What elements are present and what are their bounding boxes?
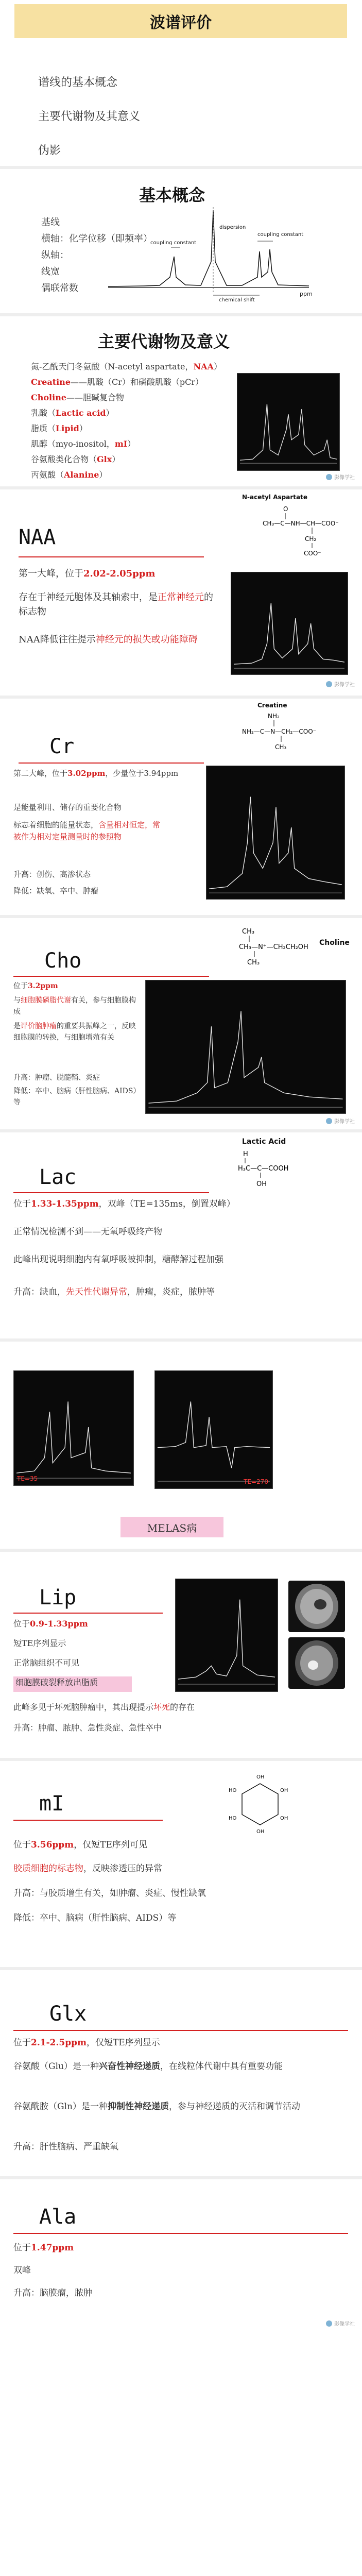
lac-text-4: 升高：缺血，先天性代谢异常，肿瘤，炎症，脓肿等	[13, 1287, 215, 1297]
ala-text-1: 位于1.47ppm	[13, 2243, 74, 2253]
caption-text: MELAS病	[147, 1521, 197, 1534]
chem-structure-title: Creatine	[257, 702, 287, 709]
slide-title: Cr	[49, 735, 75, 758]
svg-text:CH₃—C—NH—CH—COO⁻: CH₃—C—NH—CH—COO⁻	[263, 520, 339, 527]
logo-icon	[326, 2320, 332, 2327]
cr-text-4: 升高：创伤、高渗状态	[13, 870, 91, 879]
axis-unit: ppm	[300, 291, 313, 297]
svg-text:HO: HO	[229, 1816, 237, 1821]
slide-title: 波谱评价	[150, 14, 212, 32]
slide-title: Ala	[39, 2205, 77, 2229]
concept-line-5: 偶联常数	[41, 283, 78, 294]
chem-structure-title: N-acetyl Aspartate	[242, 494, 307, 501]
chem-structure-title: Choline	[319, 939, 350, 947]
watermark: 影像学社	[326, 1117, 355, 1125]
svg-text:OH: OH	[280, 1816, 288, 1821]
spectrum-label: TE=35	[17, 1475, 38, 1482]
concept-line-4: 线宽	[41, 266, 60, 277]
logo-icon	[326, 681, 332, 687]
spectrum-label: TE=270	[244, 1478, 268, 1485]
lip-text-1: 位于0.9-1.33ppm	[13, 1619, 88, 1629]
ala-text-3: 升高：脑膜瘤，脓肿	[13, 2288, 92, 2298]
concept-line-2: 横轴：化学位移（即频率）	[41, 233, 152, 244]
spectrum-image	[231, 572, 348, 675]
svg-text:CH₃: CH₃	[247, 959, 260, 967]
slide-basic-concepts	[0, 169, 362, 313]
svg-text:NH₂: NH₂	[268, 713, 280, 720]
svg-text:CH₃: CH₃	[275, 743, 287, 751]
spectrum-image	[206, 766, 345, 900]
spectrum-image	[175, 1579, 278, 1692]
svg-text:COO⁻: COO⁻	[304, 550, 321, 557]
diagram-label: coupling constant	[150, 240, 197, 246]
slide-mi	[0, 1761, 362, 1967]
watermark: 影像学社	[326, 473, 355, 481]
concept-line-3: 纵轴：	[41, 250, 69, 261]
svg-text:OH: OH	[256, 1774, 265, 1780]
mi-text-2: 胶质细胞的标志物，反映渗透压的异常	[13, 1863, 162, 1874]
watermark: 影像学社	[326, 680, 355, 688]
cho-text-3: 是评价脑肿瘤的重要共振峰之一，反映细胞膜的转换，与细胞增殖有关	[13, 1022, 136, 1042]
slide-lip	[0, 1552, 362, 1758]
mi-text-4: 降低：卒中、脑病（肝性脑病、AIDS）等	[13, 1913, 177, 1923]
slide-title: 主要代谢物及意义	[98, 332, 230, 351]
lip-text-6: 升高：肿瘤、脓肿、急性炎症、急性卒中	[13, 1723, 162, 1733]
lac-text-1: 位于1.33-1.35ppm，双峰（TE=135ms，倒置双峰）	[13, 1199, 235, 1209]
title-underline	[13, 1613, 163, 1614]
lac-text-3: 此峰出现说明细胞内有氧呼吸被抑制，糖酵解过程加强	[13, 1255, 223, 1265]
slide-title: 基本概念	[139, 185, 205, 205]
svg-text:CH₃—N⁺—CH₂CH₂OH: CH₃—N⁺—CH₂CH₂OH	[239, 943, 308, 951]
title-underline	[19, 556, 204, 557]
spectrum-te35	[13, 1370, 134, 1486]
metabolite-line: 丙氨酸（Alanine）	[31, 470, 108, 480]
title-underline	[13, 2233, 348, 2234]
slide-title: Cho	[44, 949, 82, 973]
cr-text-5: 降低：缺氧、卒中、肿瘤	[13, 886, 99, 895]
glx-text-4: 升高：肝性脑病、严重缺氧	[13, 2142, 118, 2152]
title-underline	[13, 1192, 209, 1193]
logo-icon	[326, 474, 332, 480]
slide-title: Glx	[49, 2002, 87, 2026]
spectrum-diagram	[103, 200, 319, 303]
title-underline	[19, 762, 204, 764]
creatine-structure	[237, 711, 340, 757]
metabolite-line: 谷氨酸类化合物（Glx）	[31, 454, 120, 464]
glx-text-1: 位于2.1-2.5ppm，仅短TE序列显示	[13, 2038, 160, 2048]
svg-text:CH₃: CH₃	[242, 928, 255, 936]
metabolite-line: 乳酸（Lactic acid）	[31, 408, 114, 418]
slide-title: Lip	[39, 1586, 77, 1609]
slide-title: NAA	[19, 526, 56, 549]
glx-text-3: 谷氨酰胺（Gln）是一种抑制性神经递质，参与神经递质的灭活和调节活动	[13, 2102, 300, 2112]
naa-text-1: 第一大峰，位于2.02-2.05ppm	[19, 568, 156, 579]
naa-structure	[247, 504, 340, 561]
metabolite-line: Creatine——肌酸（Cr）和磷酸肌酸（pCr）	[31, 377, 204, 387]
svg-text:OH: OH	[256, 1829, 265, 1835]
svg-text:OH: OH	[256, 1180, 267, 1188]
slide-metabolites	[0, 316, 362, 486]
spectrum-te270	[154, 1370, 273, 1489]
svg-text:CH₂: CH₂	[305, 535, 317, 543]
logo-icon	[326, 1118, 332, 1124]
title-underline	[13, 1820, 163, 1821]
watermark: 影像学社	[326, 2319, 355, 2327]
metabolite-line: 肌醇（myo-inositol，mI）	[31, 439, 136, 449]
glx-text-2: 谷氨酸（Glu）是一种兴奋性神经递质，在线粒体代谢中具有重要功能	[13, 2061, 283, 2072]
svg-text:O: O	[283, 505, 288, 513]
cr-text-2: 是能量利用、储存的重要化合物	[13, 803, 122, 812]
slide-cr	[0, 699, 362, 915]
lac-text-2: 正常情况检测不到——无氧呼吸终产物	[13, 1227, 162, 1237]
lactate-structure	[238, 1148, 331, 1194]
mri-scan	[288, 1637, 345, 1689]
overview-item-3: 伪影	[38, 144, 61, 157]
metabolite-line: 氮-乙酰天门冬氨酸（N-acetyl aspartate，NAA）	[31, 362, 222, 371]
lip-text-2: 短TE序列显示	[13, 1638, 66, 1648]
diagram-label: chemical shift	[219, 297, 255, 303]
spectrum-image	[145, 980, 346, 1114]
ala-text-2: 双峰	[13, 2265, 31, 2276]
diagram-label: coupling constant	[257, 232, 304, 238]
slide-melas	[0, 1342, 362, 1549]
metabolite-line: 脂质（Lipid）	[31, 423, 88, 433]
mi-text-3: 升高：与胶质增生有关，如肿瘤、炎症、慢性缺氧	[13, 1888, 206, 1899]
slide-lac	[0, 1132, 362, 1338]
concept-line-1: 基线	[41, 217, 60, 228]
naa-text-2: 存在于神经元胞体及其轴索中，是正常神经元的标志物	[19, 592, 213, 617]
slide-overview	[0, 0, 362, 166]
lip-text-5: 此峰多见于坏死脑肿瘤中，其出现提示坏死的存在	[13, 1702, 195, 1712]
slide-ala	[0, 2179, 362, 2334]
slide-glx	[0, 1970, 362, 2176]
slide-naa	[0, 489, 362, 696]
cho-text-4: 升高：肿瘤、脱髓鞘、炎症	[13, 1074, 100, 1082]
title-underline	[13, 2030, 348, 2031]
chem-structure-title: Lactic Acid	[242, 1138, 286, 1146]
title-underline	[13, 976, 209, 977]
mi-text-1: 位于3.56ppm，仅短TE序列可见	[13, 1840, 147, 1850]
cho-text-2: 与细胞膜磷脂代谢有关，参与细胞膜构成	[13, 996, 136, 1016]
svg-text:OH: OH	[280, 1788, 288, 1793]
lip-text-4: 细胞膜破裂释放出脂质	[15, 1677, 98, 1687]
overview-item-2: 主要代谢物及其意义	[38, 110, 141, 123]
slide-title: mI	[39, 1792, 64, 1816]
svg-text:H: H	[243, 1150, 248, 1158]
cho-text-1: 位于3.2ppm	[13, 982, 58, 990]
title-bar	[14, 4, 347, 38]
inositol-structure	[221, 1768, 299, 1840]
cr-text-3: 标志着细胞的能量状态，含量相对恒定，常被作为相对定量测量时的参照物	[13, 820, 161, 842]
cho-text-5: 降低：卒中、脑病（肝性脑病、AIDS）等	[13, 1087, 137, 1107]
naa-text-3: NAA降低往往提示神经元的损失或功能障碍	[19, 634, 198, 645]
choline-structure	[239, 925, 321, 982]
cr-text-1: 第二大峰，位于3.02ppm，少量位于3.94ppm	[13, 769, 179, 778]
svg-text:HO: HO	[229, 1788, 237, 1793]
svg-text:H₃C—C—COOH: H₃C—C—COOH	[238, 1165, 289, 1173]
mri-scan	[288, 1581, 345, 1632]
caption-box	[120, 1517, 223, 1537]
lip-text-3: 正常脑组织不可见	[13, 1658, 80, 1668]
slide-title: Lac	[39, 1165, 77, 1189]
slide-cho	[0, 918, 362, 1129]
svg-text:NH₂—C—N—CH₂—COO⁻: NH₂—C—N—CH₂—COO⁻	[242, 728, 316, 735]
spectrum-image	[237, 373, 340, 471]
metabolite-line: Choline——胆碱复合物	[31, 393, 125, 402]
diagram-label: dispersion	[219, 225, 246, 230]
overview-item-1: 谱线的基本概念	[38, 76, 118, 89]
